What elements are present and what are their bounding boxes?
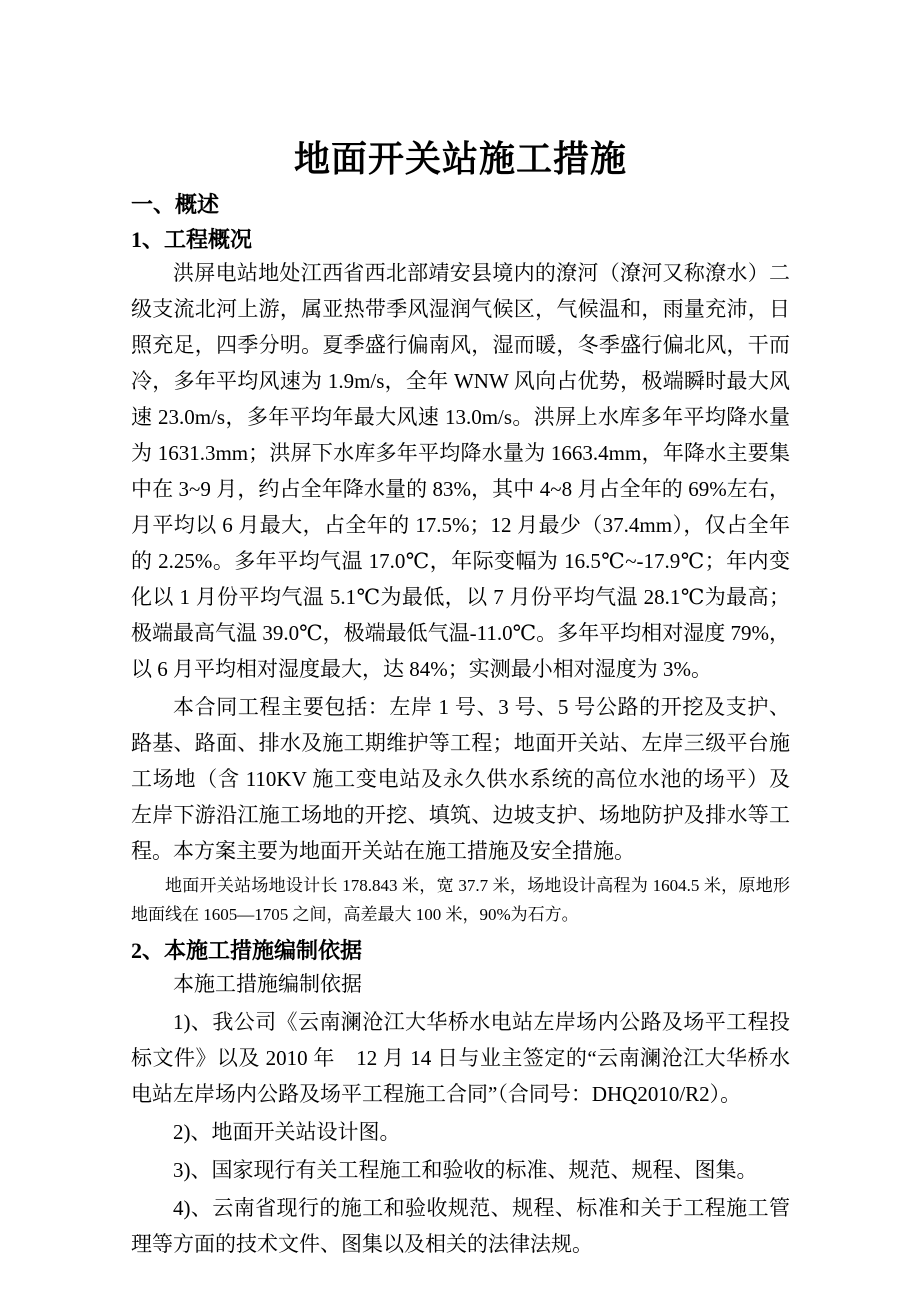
paragraph-climate: 洪屏电站地处江西省西北部靖安县境内的潦河（潦河又称潦水）二级支流北河上游，属亚热带季风湿润气候区，气候温和，雨量充沛，日照充足，四季分明。夏季盛行偏南风，湿而暖，冬季盛行偏北风，干而冷，多年平均风速为 1.9m/s，全年 WNW 风向占优势，极端瞬时最大风速 23.0m/s，多年平均年最大风速 13.0m/s。洪屏上水库多年平均降水量为 1631.3mm；洪屏下水库多年平均降水量为 1663.4mm，年降水主要集中在 3~9 月，约占全年降水量的 83%，其中 4~8 月占全年的 69%左右，月平均以 6 月最大，占全年的 17.5%；12 月最少（37.4mm），仅占全年的 2.25%。多年平均气温 17.0℃，年际变幅为 16.5℃~-17.9℃；年内变化以 1 月份平均气温 5.1℃为最低，以 7 月份平均气温 28.1℃为最高；极端最高气温 39.0℃，极端最低气温-11.0℃。多年平均相对湿度 79%，以 6 月平均相对湿度最大，达 84%；实测最小相对湿度为 3%。	[131, 261, 790, 681]
basis-item-2: 2)、地面开关站设计图。	[173, 1120, 401, 1144]
heading-basis: 2、本施工措施编制依据	[131, 938, 363, 963]
paragraph-basis-intro: 本施工措施编制依据	[173, 972, 362, 996]
basis-item-1: 1)、我公司《云南澜沧江大华桥水电站左岸场内公路及场平工程投标文件》以及 2010 年 12 月 14 日与业主签定的“云南澜沧江大华桥水电站左岸场内公路及场平工程施工合同”（合同号：DHQ2010/R2）。	[131, 1010, 790, 1106]
paragraph-site-dimensions: 地面开关站场地设计长 178.843 米，宽 37.7 米，场地设计高程为 1604.5 米，原地形地面线在 1605—1705 之间，高差最大 100 米，90%为石方。	[131, 876, 790, 924]
heading-overview: 一、概述	[131, 192, 220, 217]
basis-item-3: 3)、国家现行有关工程施工和验收的标准、规范、规程、图集。	[173, 1158, 758, 1182]
basis-item-4: 4)、云南省现行的施工和验收规范、规程、标准和关于工程施工管理等方面的技术文件、图集以及相关的法律法规。	[131, 1196, 790, 1256]
heading-project-overview: 1、工程概况	[131, 227, 253, 252]
document-title: 地面开关站施工措施	[293, 139, 627, 179]
paragraph-contract-scope: 本合同工程主要包括：左岸 1 号、3 号、5 号公路的开挖及支护、路基、路面、排水及施工期维护等工程；地面开关站、左岸三级平台施工场地（含 110KV 施工变电站及永久供水系统的高位水池的场平）及左岸下游沿江施工场地的开挖、填筑、边坡支护、场地防护及排水等工程。本方案主要为地面开关站在施工措施及安全措施。	[131, 695, 790, 863]
